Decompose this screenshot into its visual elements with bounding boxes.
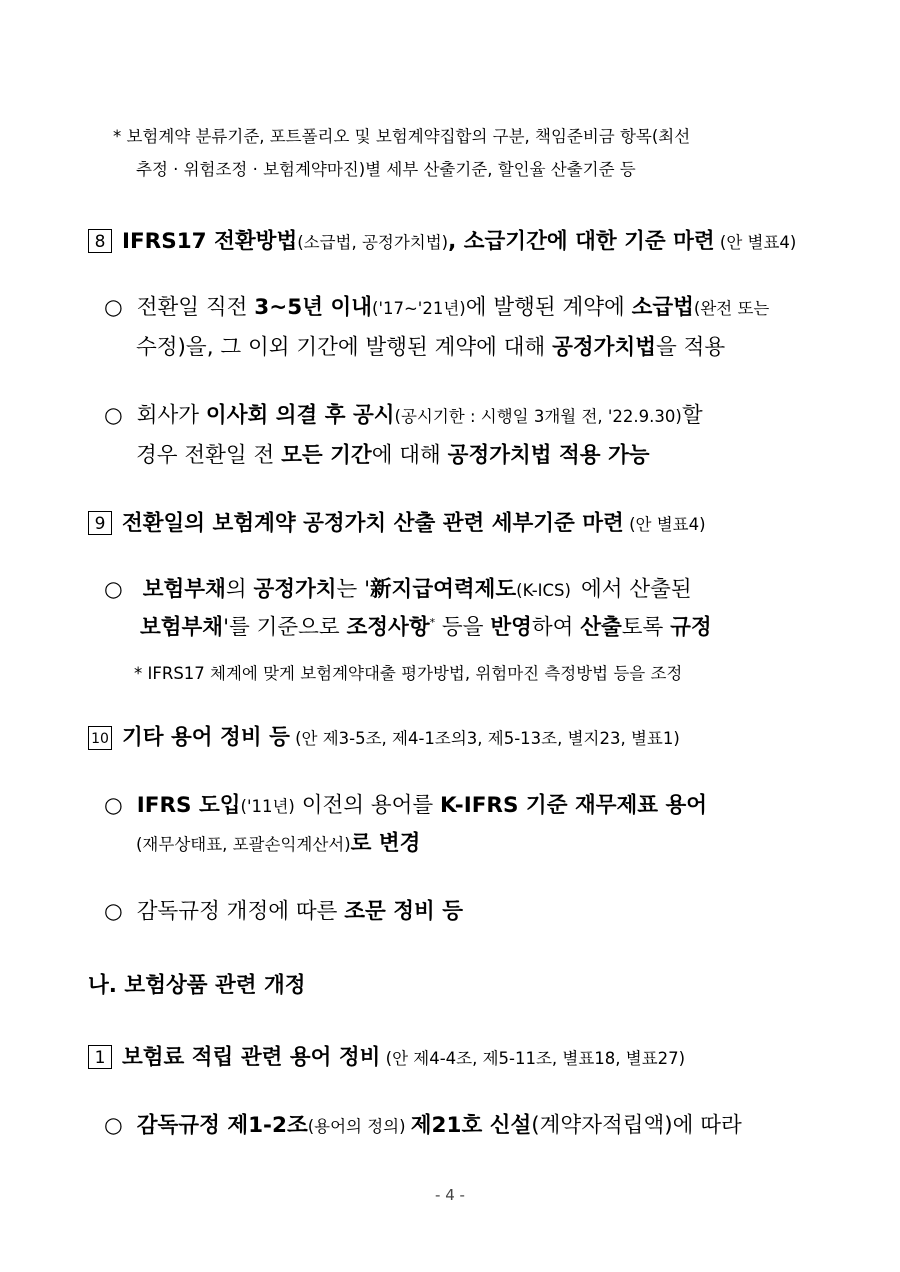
bullet-item (104, 290, 769, 321)
heading-text: (안 제3-5조, 제4-1조의3, 제5-13조, 별지23, 별표1) (289, 729, 680, 748)
bullet-text: (K-ICS) (516, 581, 571, 600)
bullet-text: (재무상태표, 포괄손익계산서) (136, 835, 351, 854)
heading-text: (안 별표4) (714, 233, 797, 252)
note-text: 추정 · 위험조정 · 보험계약마진)별 세부 산출기준, 할인율 산출기준 등 (136, 160, 636, 179)
note-text: * 보험계약 분류기준, 포트폴리오 및 보험계약집합의 구분, 책임준비금 항목(최선 (113, 127, 691, 146)
bullet-text: 감독규정 제1-2조 (136, 1113, 308, 1138)
bullet-text: 보험부채 (142, 577, 226, 602)
bullet-item (104, 788, 707, 819)
bullet-text: 을 적용 (656, 335, 726, 360)
bullet-text: 3~5년 이내 (254, 295, 373, 320)
heading-text: 보험료 적립 관련 용어 정비 (122, 1045, 381, 1070)
bullet-text: 는 ' (336, 577, 371, 602)
bullet-text: 공정가치법 (552, 335, 656, 360)
bullet-text: 이전의 용어를 (294, 793, 440, 818)
bullet-circle: ○ (104, 403, 123, 428)
bullet-text: 의 (225, 577, 254, 602)
bullet-text: 新지급여력제도 (370, 577, 517, 602)
bullet-text: 할 (681, 403, 703, 428)
bullet-text: IFRS 도입 (136, 793, 241, 818)
item-number-box: 1 (88, 1045, 112, 1069)
footnote-marker: * (429, 615, 436, 629)
heading-item-9 (88, 506, 706, 537)
heading-text: IFRS17 전환방법 (122, 229, 298, 254)
item-number-box: 10 (88, 726, 112, 750)
bullet-text: 소급법 (631, 295, 694, 320)
bullet-text: 토록 (621, 615, 671, 640)
page-number: - 4 - (435, 1186, 465, 1204)
note-text: * IFRS17 체계에 맞게 보험계약대출 평가방법, 위험마진 측정방법 등을 조정 (134, 664, 683, 683)
bullet-text: 감독규정 개정에 따른 (136, 899, 345, 924)
bullet-text: 회사가 (136, 403, 206, 428)
bullet-item (104, 398, 703, 429)
bullet-text: 보험부채 (140, 615, 224, 640)
bullet-text: 이사회 의결 후 공시 (205, 403, 395, 428)
bullet-item (104, 572, 692, 603)
heading-item-10 (88, 720, 680, 751)
section-title: 나. 보험상품 관련 개정 (88, 973, 306, 998)
bullet-text: 조정사항 (346, 615, 430, 640)
bullet-continuation (136, 826, 420, 857)
bullet-text: 모든 기간 (281, 443, 372, 468)
bullet-circle: ○ (104, 577, 123, 602)
bullet-text: '를 기준으로 (223, 615, 347, 640)
item-number-box: 8 (88, 229, 112, 253)
bullet-text: 공정가치 (253, 577, 337, 602)
bullet-text: 에서 산출된 (580, 577, 692, 602)
bullet-circle: ○ (104, 1113, 123, 1138)
bullet-text: 하여 (531, 615, 581, 640)
bullet-text: (계약자적립액)에 따라 (531, 1113, 742, 1138)
bullet-text: 규정 (670, 615, 712, 640)
heading-text: 기타 용어 정비 등 (122, 725, 290, 750)
heading-item-1 (88, 1040, 685, 1071)
bullet-text: 경우 전환일 전 (136, 443, 282, 468)
bullet-text: 반영 (490, 615, 532, 640)
bullet-circle: ○ (104, 295, 123, 320)
bullet-continuation (136, 438, 650, 469)
bullet-continuation (136, 330, 725, 361)
heading-text: (소급법, 공정가치법) (297, 233, 449, 252)
bullet-text: ('17~'21년) (372, 299, 466, 318)
heading-text: , 소급기간에 대한 기준 마련 (448, 229, 715, 254)
bullet-text: 제21호 신설 (410, 1113, 532, 1138)
bullet-continuation (140, 610, 712, 641)
heading-item-8 (88, 224, 796, 255)
heading-text: (안 별표4) (623, 515, 706, 534)
bullet-text: 등을 (435, 615, 491, 640)
bullet-text: ('11년) (240, 797, 295, 816)
heading-text: 전환일의 보험계약 공정가치 산출 관련 세부기준 마련 (122, 511, 624, 536)
item-number-box: 9 (88, 511, 112, 535)
bullet-text: 공정가치법 적용 가능 (447, 443, 650, 468)
bullet-text: 수정)을, 그 이외 기간에 발행된 계약에 대해 (136, 335, 553, 360)
bullet-item (104, 894, 463, 925)
bullet-text: (용어의 정의) (307, 1117, 411, 1136)
bullet-circle: ○ (104, 899, 123, 924)
bullet-text: 전환일 직전 (136, 295, 255, 320)
bullet-text: 산출 (580, 615, 622, 640)
bullet-text: 로 변경 (350, 831, 421, 856)
heading-text: (안 제4-4조, 제5-11조, 별표18, 별표27) (380, 1049, 686, 1068)
bullet-text: 조문 정비 등 (344, 899, 464, 924)
bullet-text: (공시기한 : 시행일 3개월 전, '22.9.30) (394, 407, 682, 426)
bullet-text: 에 발행된 계약에 (465, 295, 632, 320)
bullet-text: 에 대해 (371, 443, 448, 468)
bullet-text: K-IFRS 기준 재무제표 용어 (440, 793, 708, 818)
bullet-circle: ○ (104, 793, 123, 818)
bullet-item (104, 1108, 742, 1139)
bullet-text: (완전 또는 (693, 299, 770, 318)
